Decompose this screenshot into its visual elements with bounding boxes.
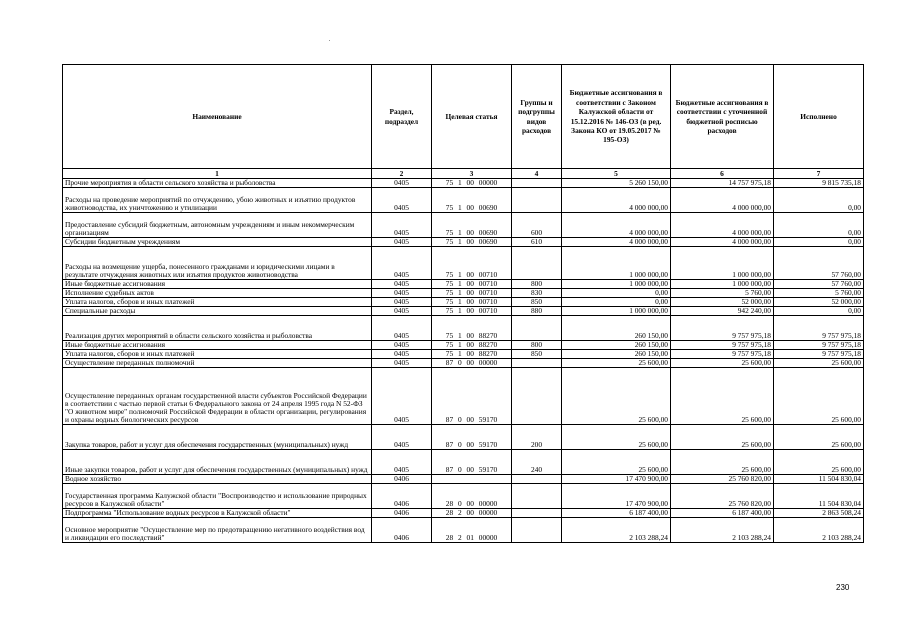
scan-speck <box>329 40 330 41</box>
cell-executed-amount: 9 757 975,18 <box>774 316 864 341</box>
cell-section: 0405 <box>372 368 432 425</box>
cell-law-amount: 25 600,00 <box>562 368 671 425</box>
cell-executed-amount: 11 504 830,04 <box>774 484 864 509</box>
table-row <box>63 188 864 213</box>
cell-refined-amount: 1 000 000,00 <box>671 280 774 289</box>
cell-law-amount: 1 000 000,00 <box>562 247 671 280</box>
cell-section: 0405 <box>372 280 432 289</box>
cell-group: 610 <box>512 238 562 247</box>
page-number: 230 <box>836 583 850 592</box>
cell-refined-amount: 52 000,00 <box>671 298 774 307</box>
cell-refined-amount: 9 757 975,18 <box>671 350 774 359</box>
cell-law-amount: 25 600,00 <box>562 425 671 450</box>
cell-law-amount: 1 000 000,00 <box>562 280 671 289</box>
cell-name: Реализация других мероприятий в области сельского хозяйства и рыболовства <box>63 316 372 341</box>
cell-group <box>512 316 562 341</box>
cell-law-amount: 260 150,00 <box>562 341 671 350</box>
cell-section: 0406 <box>372 484 432 509</box>
cell-target: 75 1 00 00710 <box>432 247 512 280</box>
column-number-row <box>63 169 864 179</box>
cell-name: Предоставление субсидий бюджетным, автономным учреждениям и иным некоммерческим организациям <box>63 213 372 238</box>
cell-name: Осуществление переданных органам государственной власти субъектов Российской Федерации в соответствии с частью первой статьи 6 Федерального закона от 24 апреля 1995 года N 52-ФЗ "О животном мире" полномочий Российской Федерации в области организации, регулирования и охраны водных биологических ресурсов <box>63 368 372 425</box>
cell-target: 87 0 00 59170 <box>432 450 512 475</box>
cell-refined-amount: 25 600,00 <box>671 450 774 475</box>
table-row <box>63 247 864 280</box>
cell-section: 0406 <box>372 475 432 484</box>
cell-refined-amount: 25 760 820,00 <box>671 475 774 484</box>
cell-law-amount: 25 600,00 <box>562 450 671 475</box>
cell-name: Специальные расходы <box>63 307 372 316</box>
cell-executed-amount: 9 815 735,18 <box>774 179 864 188</box>
cell-law-amount: 0,00 <box>562 298 671 307</box>
cell-law-amount: 260 150,00 <box>562 350 671 359</box>
cell-name: Основное мероприятие "Осуществление мер по предотвращению негативного воздействия вод и ликвидации его последствий" <box>63 518 372 543</box>
cell-target: 28 2 00 00000 <box>432 509 512 518</box>
cell-name: Субсидии бюджетным учреждениям <box>63 238 372 247</box>
table-row <box>63 450 864 475</box>
cell-group: 800 <box>512 341 562 350</box>
cell-executed-amount: 57 760,00 <box>774 280 864 289</box>
cell-executed-amount: 11 504 830,04 <box>774 475 864 484</box>
cell-executed-amount: 9 757 975,18 <box>774 350 864 359</box>
cell-law-amount: 5 260 150,00 <box>562 179 671 188</box>
column-number: 6 <box>671 169 774 179</box>
header-law: Бюджетные ассигнования в соответствии с Законом Калужской области от 15.12.2016 № 146-ОЗ (в ред. Закона КО от 19.05.2017 № 195-ОЗ) <box>562 65 671 169</box>
cell-target: 75 1 00 88270 <box>432 316 512 341</box>
header-section: Раздел, подраздел <box>372 65 432 169</box>
cell-target <box>432 475 512 484</box>
cell-group: 850 <box>512 350 562 359</box>
header-executed: Исполнено <box>774 65 864 169</box>
cell-target: 75 1 00 00690 <box>432 213 512 238</box>
cell-name: Исполнение судебных актов <box>63 289 372 298</box>
cell-executed-amount: 5 760,00 <box>774 289 864 298</box>
cell-target: 75 1 00 88270 <box>432 341 512 350</box>
cell-target: 28 0 00 00000 <box>432 484 512 509</box>
cell-group <box>512 359 562 368</box>
cell-law-amount: 260 150,00 <box>562 316 671 341</box>
cell-executed-amount: 57 760,00 <box>774 247 864 280</box>
cell-executed-amount: 0,00 <box>774 307 864 316</box>
cell-executed-amount: 25 600,00 <box>774 359 864 368</box>
cell-group <box>512 179 562 188</box>
cell-section: 0405 <box>372 425 432 450</box>
table-row <box>63 350 864 359</box>
cell-target: 87 0 00 59170 <box>432 368 512 425</box>
cell-section: 0406 <box>372 518 432 543</box>
budget-table <box>62 64 864 543</box>
column-number: 5 <box>562 169 671 179</box>
cell-refined-amount: 25 600,00 <box>671 425 774 450</box>
cell-group: 600 <box>512 213 562 238</box>
cell-target: 75 1 00 00690 <box>432 238 512 247</box>
cell-executed-amount: 0,00 <box>774 213 864 238</box>
header-groups: Группы и подгруппы видов расходов <box>512 65 562 169</box>
cell-section: 0405 <box>372 298 432 307</box>
cell-refined-amount: 4 000 000,00 <box>671 213 774 238</box>
header-name: Наименование <box>63 65 372 169</box>
table-row <box>63 316 864 341</box>
cell-section: 0405 <box>372 213 432 238</box>
table-row <box>63 518 864 543</box>
cell-law-amount: 2 103 288,24 <box>562 518 671 543</box>
cell-section: 0405 <box>372 450 432 475</box>
table-row <box>63 238 864 247</box>
table-row <box>63 280 864 289</box>
cell-target: 75 1 00 00000 <box>432 179 512 188</box>
cell-target: 28 2 01 00000 <box>432 518 512 543</box>
cell-name: Осуществление переданных полномочий <box>63 359 372 368</box>
cell-refined-amount: 6 187 400,00 <box>671 509 774 518</box>
cell-group <box>512 368 562 425</box>
cell-section: 0405 <box>372 316 432 341</box>
cell-law-amount: 1 000 000,00 <box>562 307 671 316</box>
table-row <box>63 425 864 450</box>
table-row <box>63 509 864 518</box>
cell-refined-amount: 4 000 000,00 <box>671 188 774 213</box>
cell-section: 0405 <box>372 341 432 350</box>
cell-law-amount: 25 600,00 <box>562 359 671 368</box>
cell-group <box>512 475 562 484</box>
cell-section: 0405 <box>372 350 432 359</box>
cell-executed-amount: 52 000,00 <box>774 298 864 307</box>
cell-name: Государственная программа Калужской области "Воспроизводство и использование природных ресурсов в Калужской области" <box>63 484 372 509</box>
cell-group <box>512 188 562 213</box>
cell-name: Уплата налогов, сборов и иных платежей <box>63 298 372 307</box>
cell-executed-amount: 0,00 <box>774 238 864 247</box>
cell-law-amount: 17 470 900,00 <box>562 475 671 484</box>
cell-law-amount: 4 000 000,00 <box>562 238 671 247</box>
cell-name: Подпрограмма "Использование водных ресурсов в Калужской области" <box>63 509 372 518</box>
cell-executed-amount: 2 863 508,24 <box>774 509 864 518</box>
cell-refined-amount: 1 000 000,00 <box>671 247 774 280</box>
cell-section: 0405 <box>372 247 432 280</box>
cell-name: Иные бюджетные ассигнования <box>63 280 372 289</box>
cell-refined-amount: 4 000 000,00 <box>671 238 774 247</box>
cell-executed-amount: 0,00 <box>774 188 864 213</box>
cell-target: 75 1 00 88270 <box>432 350 512 359</box>
column-number: 2 <box>372 169 432 179</box>
cell-group: 830 <box>512 289 562 298</box>
cell-group: 200 <box>512 425 562 450</box>
cell-section: 0405 <box>372 359 432 368</box>
cell-section: 0405 <box>372 188 432 213</box>
cell-law-amount: 17 470 900,00 <box>562 484 671 509</box>
cell-target: 75 1 00 00690 <box>432 188 512 213</box>
cell-law-amount: 6 187 400,00 <box>562 509 671 518</box>
table-row <box>63 368 864 425</box>
cell-refined-amount: 942 240,00 <box>671 307 774 316</box>
cell-section: 0405 <box>372 289 432 298</box>
table-row <box>63 484 864 509</box>
cell-law-amount: 4 000 000,00 <box>562 213 671 238</box>
header-refined: Бюджетные ассигнования в соответствии с уточненной бюджетной росписью расходов <box>671 65 774 169</box>
cell-target: 87 0 00 00000 <box>432 359 512 368</box>
cell-executed-amount: 25 600,00 <box>774 368 864 425</box>
cell-group <box>512 518 562 543</box>
cell-executed-amount: 2 103 288,24 <box>774 518 864 543</box>
table-row <box>63 341 864 350</box>
cell-target: 87 0 00 59170 <box>432 425 512 450</box>
table-row <box>63 307 864 316</box>
cell-group: 880 <box>512 307 562 316</box>
header-target: Целевая статья <box>432 65 512 169</box>
cell-target: 75 1 00 00710 <box>432 307 512 316</box>
cell-executed-amount: 25 600,00 <box>774 450 864 475</box>
cell-name: Водное хозяйство <box>63 475 372 484</box>
cell-target: 75 1 00 00710 <box>432 280 512 289</box>
column-number: 4 <box>512 169 562 179</box>
cell-target: 75 1 00 00710 <box>432 289 512 298</box>
table-body <box>63 169 864 543</box>
table-row <box>63 359 864 368</box>
cell-refined-amount: 5 760,00 <box>671 289 774 298</box>
column-number: 3 <box>432 169 512 179</box>
cell-name: Расходы на возмещение ущерба, понесенного гражданами и юридическими лицами в результате отчуждения животных или изъятия продуктов животноводства <box>63 247 372 280</box>
cell-name: Иные бюджетные ассигнования <box>63 341 372 350</box>
cell-refined-amount: 25 600,00 <box>671 359 774 368</box>
cell-group: 850 <box>512 298 562 307</box>
cell-law-amount: 4 000 000,00 <box>562 188 671 213</box>
table-row <box>63 289 864 298</box>
cell-refined-amount: 25 600,00 <box>671 368 774 425</box>
column-number: 7 <box>774 169 864 179</box>
cell-executed-amount: 25 600,00 <box>774 425 864 450</box>
cell-section: 0406 <box>372 509 432 518</box>
cell-group <box>512 247 562 280</box>
table-row <box>63 213 864 238</box>
cell-executed-amount: 9 757 975,18 <box>774 341 864 350</box>
cell-section: 0405 <box>372 307 432 316</box>
table-row <box>63 298 864 307</box>
cell-group <box>512 484 562 509</box>
cell-section: 0405 <box>372 238 432 247</box>
column-number: 1 <box>63 169 372 179</box>
cell-name: Иные закупки товаров, работ и услуг для обеспечения государственных (муниципальных) нужд <box>63 450 372 475</box>
cell-name: Уплата налогов, сборов и иных платежей <box>63 350 372 359</box>
cell-section: 0405 <box>372 179 432 188</box>
table-row <box>63 179 864 188</box>
cell-name: Расходы на проведение мероприятий по отчуждению, убою животных и изъятию продуктов животноводства, их уничтожению и утилизации <box>63 188 372 213</box>
table-row <box>63 475 864 484</box>
cell-target: 75 1 00 00710 <box>432 298 512 307</box>
cell-name: Закупка товаров, работ и услуг для обеспечения государственных (муниципальных) нужд <box>63 425 372 450</box>
cell-refined-amount: 9 757 975,18 <box>671 316 774 341</box>
cell-group: 800 <box>512 280 562 289</box>
cell-group <box>512 509 562 518</box>
cell-group: 240 <box>512 450 562 475</box>
cell-refined-amount: 25 760 820,00 <box>671 484 774 509</box>
cell-refined-amount: 9 757 975,18 <box>671 341 774 350</box>
cell-name: Прочие мероприятия в области сельского хозяйства и рыболовства <box>63 179 372 188</box>
cell-refined-amount: 2 103 288,24 <box>671 518 774 543</box>
cell-refined-amount: 14 757 975,18 <box>671 179 774 188</box>
cell-law-amount: 0,00 <box>562 289 671 298</box>
header-row <box>63 65 864 169</box>
